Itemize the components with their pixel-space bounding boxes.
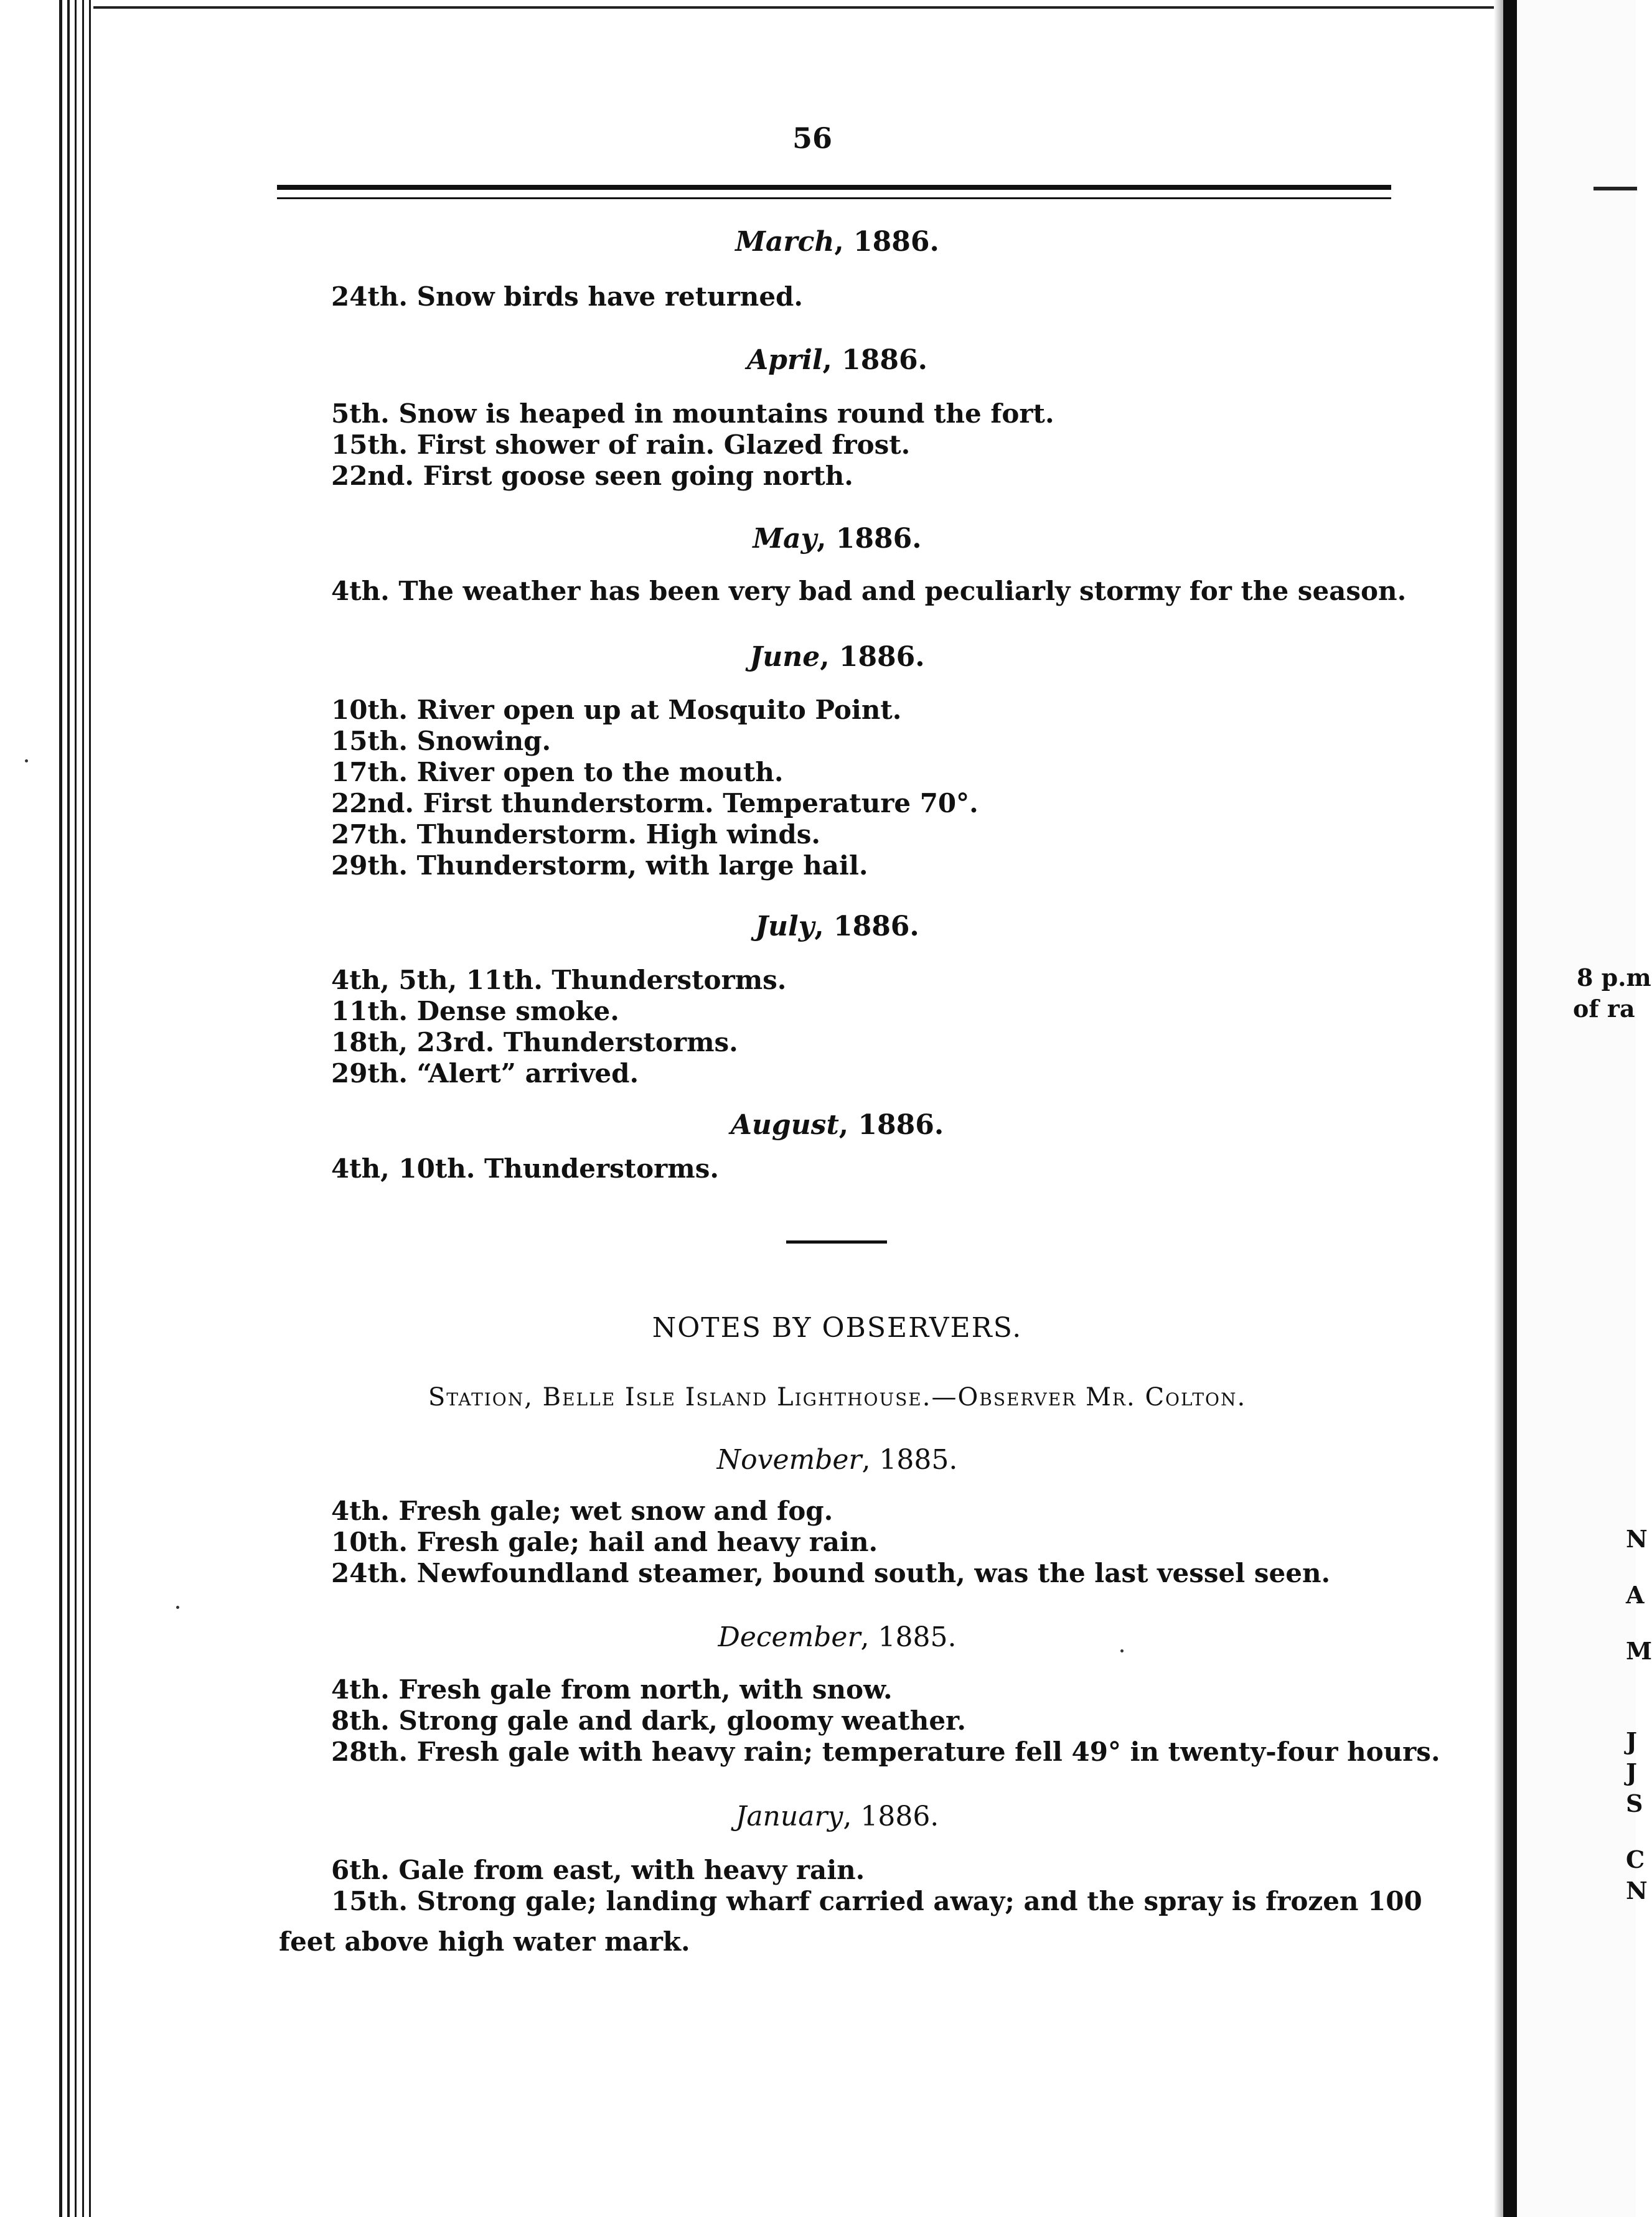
adjacent-page-fragment: J [1626,1758,1637,1786]
entry-continuation: feet above high water mark. [279,1926,690,1957]
month-heading [277,911,1397,942]
month-heading [277,1621,1397,1653]
list-item: 22nd. First thunderstorm. Temperature 70°. [331,788,979,818]
list-item: 17th. River open to the mouth. [331,757,784,787]
list-item: 18th, 23rd. Thunderstorms. [331,1027,738,1057]
month-name: January [735,1801,843,1832]
entry-list [331,576,1406,607]
list-item: 15th. First shower of rain. Glazed frost. [331,429,911,460]
page-gutter-shadow [1494,0,1503,2217]
list-item: 24th. Snow birds have returned. [331,281,804,312]
entry-list [331,1496,1330,1589]
list-item: 4th, 5th, 11th. Thunderstorms. [331,965,787,995]
adjacent-page-fragment: S [1626,1789,1643,1817]
month-heading [277,523,1397,555]
entry-list [331,1855,1422,1917]
list-item: 29th. “Alert” arrived. [331,1058,639,1089]
month-heading [277,641,1397,673]
page-gutter [1503,0,1517,2217]
month-name: July [755,911,815,942]
adjacent-page-fragment: 8 p.m [1577,963,1651,991]
header-rule-thin [277,197,1391,199]
list-item: 10th. River open up at Mosquito Point. [331,695,902,725]
notes-section-title: NOTES BY OBSERVERS. [652,1312,1023,1344]
entry-list [331,1674,1440,1768]
list-item: 4th, 10th. Thunderstorms. [331,1153,720,1184]
month-year: , 1886. [817,523,922,555]
month-name: April [747,344,823,376]
list-item: 4th. The weather has been very bad and peculiarly stormy for the season. [331,576,1407,606]
month-year: , 1885. [860,1621,957,1653]
adjacent-page-fragment: of ra [1573,995,1635,1023]
adjacent-page-fragment: C [1626,1845,1645,1873]
section-divider [786,1240,887,1244]
book-edge [75,0,77,2217]
month-heading [277,344,1397,376]
book-edge [89,0,91,2217]
month-year: , 1885. [861,1444,958,1476]
month-heading [277,1109,1397,1141]
month-year: , 1886. [814,911,919,942]
book-edge [59,0,62,2217]
list-item: 8th. Strong gale and dark, gloomy weather. [331,1705,966,1736]
list-item: 11th. Dense smoke. [331,996,619,1026]
month-year: , 1886. [822,344,927,376]
month-name: December [718,1621,861,1653]
page-number: 56 [792,121,832,155]
list-item: 27th. Thunderstorm. High winds. [331,819,821,850]
list-item: 22nd. First goose seen going north. [331,461,853,491]
adjacent-page [1517,0,1652,2217]
list-item: 15th. Strong gale; landing wharf carried away; and the spray is frozen 100 [331,1886,1422,1916]
adjacent-page-rule [1593,187,1637,190]
list-item: 29th. Thunderstorm, with large hail. [331,850,868,881]
book-edge [82,0,84,2217]
month-heading [277,226,1397,258]
scan-speck [176,1606,179,1609]
entry-list [331,1153,719,1184]
list-item: 6th. Gale from east, with heavy rain. [331,1855,865,1885]
month-name: March [735,226,835,258]
list-item: 15th. Snowing. [331,726,551,756]
header-rule [277,185,1391,190]
list-item: 5th. Snow is heaped in mountains round the fort. [331,398,1054,429]
month-year: , 1886. [838,1109,944,1141]
list-item: 24th. Newfoundland steamer, bound south, was the last vessel seen. [331,1558,1331,1588]
adjacent-page-fragment: A [1626,1581,1645,1609]
month-name: May [753,523,817,555]
month-heading [277,1801,1397,1832]
month-name: June [749,641,820,673]
list-item: 10th. Fresh gale; hail and heavy rain. [331,1527,878,1557]
month-year: , 1886. [843,1801,939,1832]
list-item: 4th. Fresh gale from north, with snow. [331,1674,893,1705]
month-name: August [730,1109,839,1141]
adjacent-page-fragment: J [1626,1727,1637,1755]
list-item: 4th. Fresh gale; wet snow and fog. [331,1496,833,1526]
entry-list [331,398,1054,492]
scan-speck [1120,1649,1124,1652]
month-name: November [716,1444,862,1476]
scan-speck [25,759,28,762]
entry-list [331,965,786,1089]
station-heading: Station, Belle Isle Island Lighthouse.—Observer Mr. Colton. [428,1383,1247,1412]
entry-list [331,695,979,881]
month-year: , 1886. [820,641,925,673]
scan-top-border [93,6,1513,9]
book-edge [67,0,70,2217]
adjacent-page-fragment: M [1626,1637,1652,1665]
adjacent-page-fragment: N [1626,1525,1648,1553]
entry-list [331,281,803,312]
list-item: 28th. Fresh gale with heavy rain; temperature fell 49° in twenty-four hours. [331,1737,1440,1767]
month-year: , 1886. [834,226,939,258]
month-heading [277,1444,1397,1476]
adjacent-page-fragment: N [1626,1877,1648,1905]
